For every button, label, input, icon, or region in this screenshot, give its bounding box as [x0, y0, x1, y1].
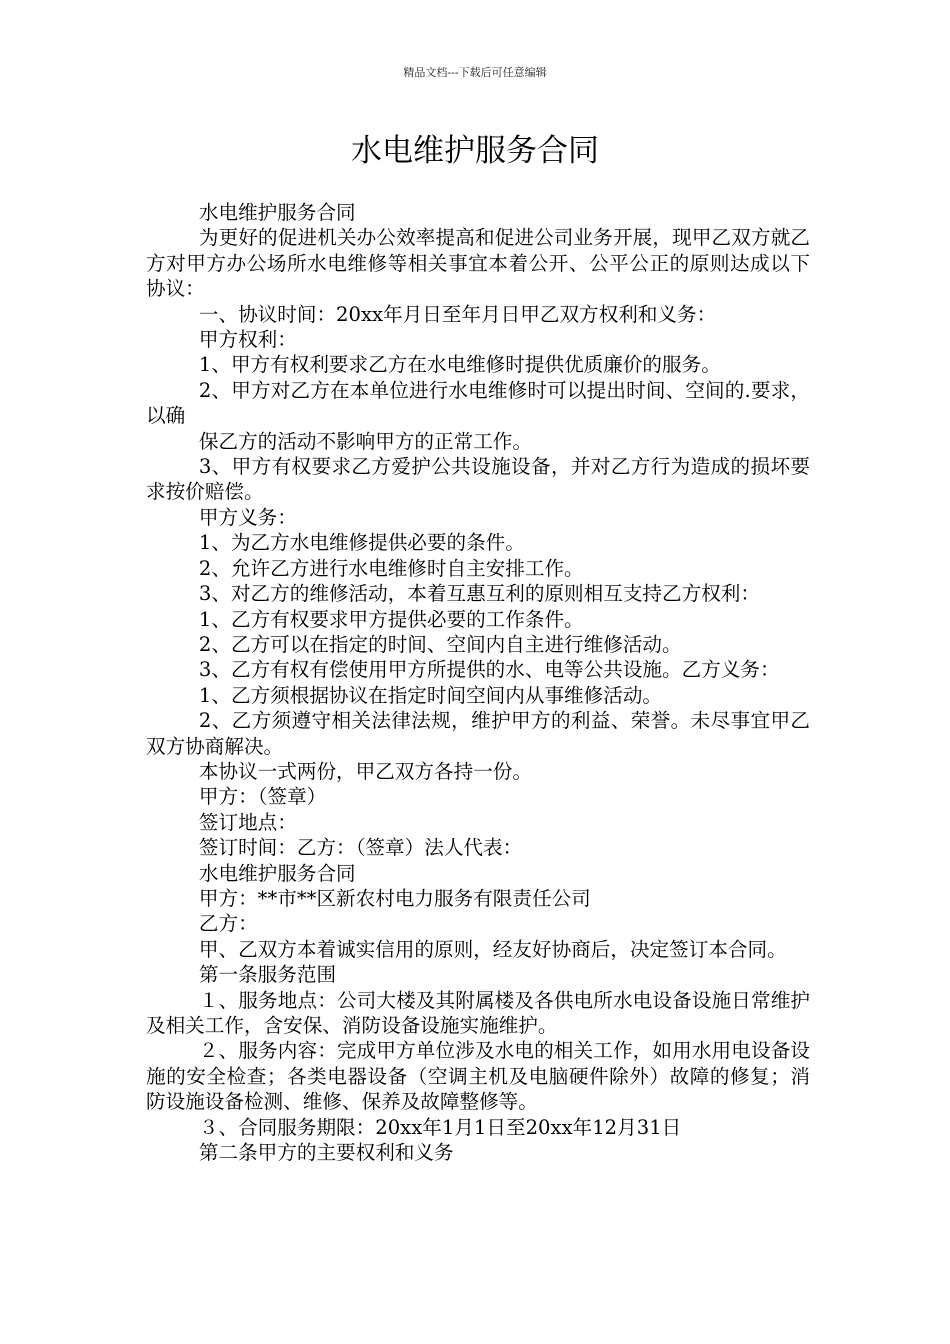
paragraph: 2、乙方可以在指定的时间、空间内自主进行维修活动。 [198, 632, 682, 656]
paragraph: ３、合同服务期限：20xx年1月1日至20xx年12月31日 [198, 1115, 682, 1139]
paragraph: 签订时间：乙方：（签章）法人代表： [198, 836, 523, 860]
paragraph: 为更好的促进机关办公效率提高和促进公司业务开展，现甲乙双方就乙方对甲方办公场所水电维修等相关事宜本着公开、公平公正的原则达成以下协议： [146, 226, 810, 301]
paragraph: 甲方：（签章） [198, 785, 327, 809]
paragraph: 3、乙方有权有偿使用甲方所提供的水、电等公共设施。乙方义务： [198, 658, 780, 682]
paragraph: 2、允许乙方进行水电维修时自主安排工作。 [198, 556, 584, 580]
paragraph: 1、乙方有权要求甲方提供必要的工作条件。 [198, 607, 584, 631]
paragraph: 1、甲方有权利要求乙方在水电维修时提供优质廉价的服务。 [198, 353, 721, 377]
paragraph: 1、乙方须根据协议在指定时间空间内从事维修活动。 [198, 683, 663, 707]
paragraph: 甲方权利： [198, 328, 297, 352]
paragraph: 一、协议时间：20xx年月日至年月日甲乙双方权利和义务： [198, 302, 717, 326]
paragraph: 水电维护服务合同 [198, 861, 356, 885]
document-title: 水电维护服务合同 [351, 133, 599, 169]
paragraph: 甲方：**市**区新农村电力服务有限责任公司 [198, 886, 591, 910]
header-note: 精品文档---下载后可任意编辑 [403, 66, 547, 79]
paragraph: 3、甲方有权要求乙方爱护公共设施设备，并对乙方行为造成的损坏要求按价赔偿。 [146, 455, 810, 504]
paragraph: 签订地点： [198, 810, 297, 834]
paragraph: 1、为乙方水电维修提供必要的条件。 [198, 531, 525, 555]
paragraph: 保乙方的活动不影响甲方的正常工作。 [198, 429, 532, 453]
document-body [146, 200, 810, 1165]
paragraph: 水电维护服务合同 [198, 201, 356, 224]
paragraph: ２、服务内容：完成甲方单位涉及水电的相关工作，如用水用电设备设施的安全检查；各类电器设备（空调主机及电脑硬件除外）故障的修复；消防设施设备检测、维修、保养及故障整修等。 [146, 1039, 810, 1114]
paragraph: 甲、乙双方本着诚实信用的原则，经友好协商后，决定签订本合同。 [198, 937, 787, 961]
paragraph: 第二条甲方的主要权利和义务 [198, 1141, 454, 1165]
paragraph: 3、对乙方的维修活动，本着互惠互利的原则相互支持乙方权利： [198, 582, 760, 606]
paragraph: 甲方义务： [198, 505, 297, 529]
paragraph: １、服务地点：公司大楼及其附属楼及各供电所水电设备设施日常维护及相关工作，含安保、消防设备设施实施维护。 [146, 988, 810, 1037]
paragraph: 乙方： [198, 912, 258, 936]
paragraph: 2、甲方对乙方在本单位进行水电维修时可以提出时间、空间的.要求，以确 [146, 378, 810, 428]
paragraph: 本协议一式两份，甲乙双方各持一份。 [198, 759, 532, 783]
paragraph: 第一条服务范围 [198, 963, 337, 987]
paragraph: 2、乙方须遵守相关法律法规，维护甲方的利益、荣誉。未尽事宜甲乙双方协商解决。 [146, 709, 810, 758]
